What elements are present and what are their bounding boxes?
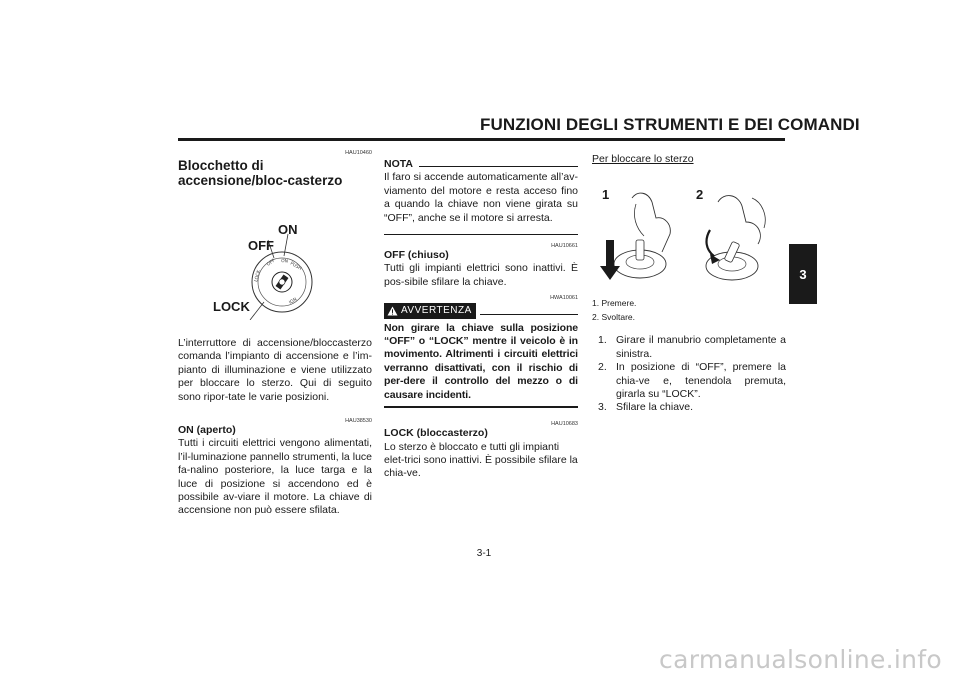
figure-label-on: ON bbox=[278, 222, 298, 237]
step-number: 1. bbox=[598, 334, 607, 347]
figure-number-2: 2 bbox=[696, 187, 704, 203]
warning-label: AVVERTENZA bbox=[401, 305, 472, 317]
figure-captions bbox=[592, 296, 786, 324]
off-position-title: OFF (chiuso) bbox=[384, 249, 449, 262]
figure-label-lock: LOCK bbox=[213, 299, 250, 314]
note-heading-rule bbox=[419, 166, 578, 167]
reference-code: HAU38530 bbox=[345, 418, 372, 425]
reference-code: HAU10683 bbox=[551, 421, 578, 428]
page-number: 3-1 bbox=[476, 548, 492, 559]
column-1 bbox=[178, 150, 372, 518]
warning-triangle-icon bbox=[387, 306, 398, 316]
step-item bbox=[592, 361, 786, 401]
caption-item: 1. Premere. bbox=[592, 298, 637, 309]
warning-heading bbox=[384, 303, 578, 318]
reference-code: HAU10661 bbox=[551, 243, 578, 250]
page-header-title: FUNZIONI DEGLI STRUMENTI E DEI COMANDI bbox=[480, 115, 860, 134]
svg-text:PUSH: PUSH bbox=[289, 261, 303, 272]
svg-text:IGN: IGN bbox=[288, 297, 299, 306]
intro-paragraph: L’interruttore di accensione/bloccasterzo comanda l’impianto di accensione e l’im-pianto di illuminazione e viene utilizzato per bloccare lo sterzo. Qui di seguito sono ripor-tate le varie posizioni. bbox=[178, 337, 372, 403]
lock-position-text: Lo sterzo è bloccato e tutti gli impianti elet-trici sono inattivi. È possibile sfilare la chia-ve. bbox=[384, 440, 578, 480]
note-end-rule bbox=[384, 234, 578, 235]
subheading-lock-steering: Per bloccare lo sterzo bbox=[592, 153, 694, 165]
svg-text:LOCK: LOCK bbox=[254, 269, 263, 283]
reference-code: HWA10061 bbox=[550, 295, 578, 302]
figure-number-1: 1 bbox=[602, 187, 610, 203]
svg-text:ON: ON bbox=[280, 259, 289, 265]
step-item bbox=[592, 334, 786, 361]
ignition-switch-drawing bbox=[178, 192, 372, 320]
step-text: In posizione di “OFF”, premere la chia-ve e, tenendola premuta, girarla su “LOCK”. bbox=[616, 361, 786, 401]
note-heading bbox=[384, 158, 578, 171]
reference-code: HAU10460 bbox=[345, 150, 372, 156]
warning-text: Non girare la chiave sulla posizione “OFF” o “LOCK” mentre il veicolo è in movimento. Altrimenti i circuiti elettrici verranno disattivati, con il rischio di per-dere il controllo del mezzo o di causare incidenti. bbox=[384, 321, 578, 401]
step-number: 2. bbox=[598, 361, 607, 374]
step-number: 3. bbox=[598, 401, 607, 414]
figure-label-off: OFF bbox=[248, 238, 274, 253]
warning-end-rule bbox=[384, 406, 578, 408]
steering-lock-drawing bbox=[592, 172, 786, 294]
on-position-text: Tutti i circuiti elettrici vengono alimentati, l’il-luminazione pannello strumenti, la luce fa-nalino posteriore, la luce targa e la luce di posizione si accendono ed è possibile av-viare il motore. La chiave di accensione non può essere sfilata. bbox=[178, 437, 372, 517]
warning-heading-rule bbox=[480, 314, 578, 315]
steering-lock-figure bbox=[592, 172, 786, 294]
step-text: Girare il manubrio completamente a sinistra. bbox=[616, 334, 786, 360]
steps-list bbox=[592, 334, 786, 414]
caption-item: 2. Svoltare. bbox=[592, 312, 635, 323]
step-item bbox=[592, 401, 786, 414]
lock-position-title: LOCK (bloccasterzo) bbox=[384, 427, 488, 440]
svg-text:OFF: OFF bbox=[266, 258, 277, 268]
chapter-tab: 3 bbox=[789, 244, 817, 304]
column-3 bbox=[592, 150, 786, 415]
note-text: Il faro si accende automaticamente all’av-viamento del motore e resta acceso fino a quando la chiave non viene girata su “OFF”, anche se il motore si arresta. bbox=[384, 171, 578, 224]
note-label: NOTA bbox=[384, 158, 413, 170]
off-position-text: Tutti gli impianti elettrici sono inattivi. È pos-sibile sfilare la chiave. bbox=[384, 262, 578, 288]
step-text: Sfilare la chiave. bbox=[616, 401, 694, 414]
ignition-switch-figure bbox=[178, 192, 372, 320]
on-position-title: ON (aperto) bbox=[178, 424, 236, 437]
header-rule bbox=[178, 138, 785, 141]
watermark: carmanualsonline.info bbox=[659, 645, 942, 674]
warning-badge bbox=[384, 303, 476, 318]
section-title: Blocchetto di accensione/bloc-casterzo bbox=[178, 158, 343, 188]
column-2 bbox=[384, 150, 578, 481]
